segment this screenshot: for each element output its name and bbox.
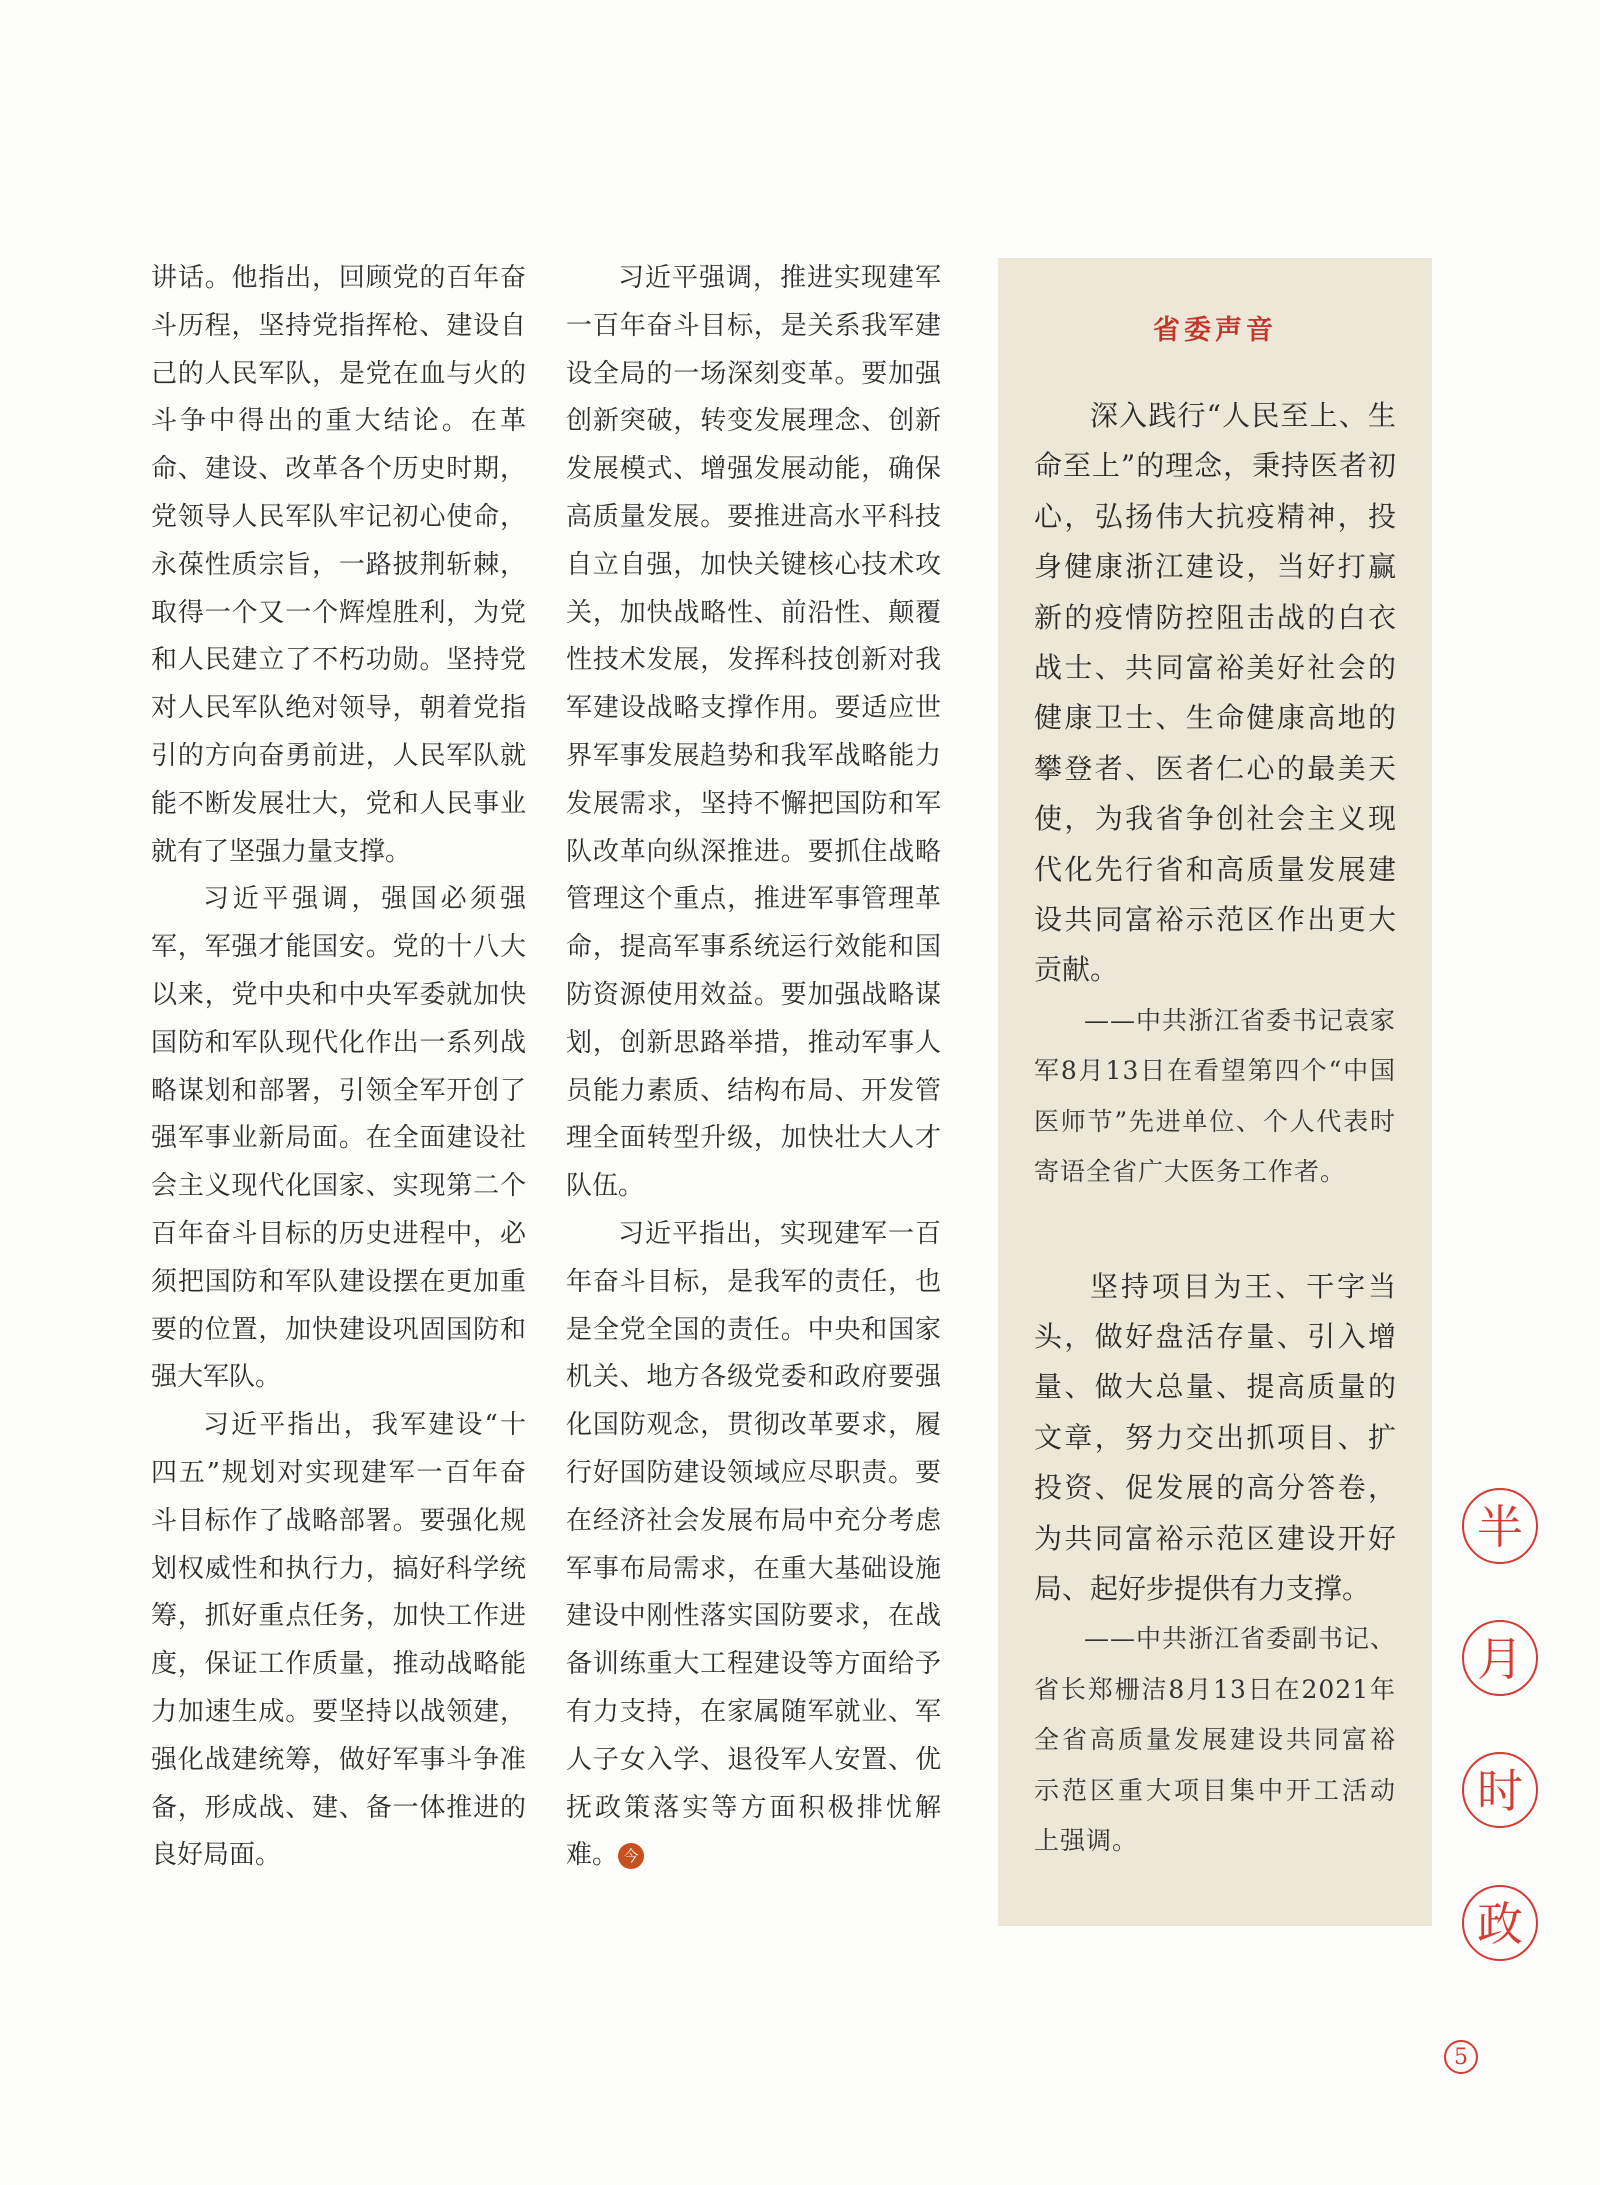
sidebar-quote: 深入践行“人民至上、生命至上”的理念，秉持医者初心，弘扬伟大抗疫精神，投身健康浙江建设，当好打赢新的疫情防控阻击战的白衣战士、共同富裕美好社会的健康卫士、生命健康高地的攀登者、医者仁心的最美天使，为我省争创社会主义现代化先行省和高质量发展建设共同富裕示范区作出更大贡献。	[1034, 399, 1396, 987]
end-mark-icon: 今	[618, 1843, 644, 1869]
section-label-char: 时	[1462, 1752, 1538, 1828]
section-label-char: 月	[1462, 1620, 1538, 1696]
article-paragraph: 习近平指出，我军建设“十四五”规划对实现建军一百年奋斗目标作了战略部署。要强化规划权威性和执行力，搞好科学统筹，抓好重点任务，加快工作进度，保证工作质量，推动战略能力加速生成。要坚持以战领建，强化战建统筹，做好军事斗争准备，形成战、建、备一体推进的良好局面。	[151, 1410, 526, 1871]
sidebar-title: 省委声音	[1153, 315, 1277, 346]
article-paragraph: 习近平强调，推进实现建军一百年奋斗目标，是关系我军建设全局的一场深刻变革。要加强创新突破，转变发展理念、创新发展模式、增强发展动能，确保高质量发展。要推进高水平科技自立自强，加快关键核心技术攻关，加快战略性、前沿性、颠覆性技术发展，发挥科技创新对我军建设战略支撑作用。要适应世界军事发展趋势和我军战略能力发展需求，坚持不懈把国防和军队改革向纵深推进。要抓住战略管理这个重点，推进军事管理革命，提高军事系统运行效能和国防资源使用效益。要加强战略谋划，创新思路举措，推动军事人员能力素质、结构布局、开发管理全面转型升级，加快壮大人才队伍。	[566, 263, 941, 1202]
article-paragraph: 讲话。他指出，回顾党的百年奋斗历程，坚持党指挥枪、建设自己的人民军队，是党在血与火的斗争中得出的重大结论。在革命、建设、改革各个历史时期，党领导人民军队牢记初心使命，永葆性质宗旨，一路披荆斩棘，取得一个又一个辉煌胜利，为党和人民建立了不朽功勋。坚持党对人民军队绝对领导，朝着党指引的方向奋勇前进，人民军队就能不断发展壮大，党和人民事业就有了坚强力量支撑。	[151, 263, 526, 867]
sidebar-quote: 坚持项目为王、干字当头，做好盘活存量、引入增量、做大总量、提高质量的文章，努力交出抓项目、扩投资、促发展的高分答卷，为共同富裕示范区建设开好局、起好步提供有力支撑。	[1034, 1269, 1396, 1605]
page-number: 5	[1444, 2040, 1478, 2074]
article-paragraph-text: 习近平指出，实现建军一百年奋斗目标，是我军的责任，也是全党全国的责任。中央和国家机关、地方各级党委和政府要强化国防观念，贯彻改革要求，履行好国防建设领域应尽职责。要在经济社会发展布局中充分考虑军事布局需求，在重大基础设施建设中刚性落实国防要求，在战备训练重大工程建设等方面给予有力支持，在家属随军就业、军人子女入学、退役军人安置、优抚政策落实等方面积极排忧解难。	[566, 1218, 941, 1871]
sidebar-quote-source: ——中共浙江省委书记袁家军8月13日在看望第四个“中国医师节”先进单位、个人代表时寄语全省广大医务工作者。	[1034, 1005, 1397, 1187]
article-column-left	[151, 255, 526, 1880]
section-label-char: 半	[1462, 1488, 1538, 1564]
sidebar-box	[998, 258, 1432, 1926]
article-paragraph: 习近平强调，强国必须强军，军强才能国安。党的十八大以来，党中央和中央军委就加快国防和军队现代化作出一系列战略谋划和部署，引领全军开创了强军事业新局面。在全面建设社会主义现代化国家、实现第二个百年奋斗目标的历史进程中，必须把国防和军队建设摆在更加重要的位置，加快建设巩固国防和强大军队。	[151, 884, 526, 1393]
article-column-middle	[566, 255, 941, 1880]
section-label-char: 政	[1462, 1885, 1538, 1961]
sidebar-quote-source: ——中共浙江省委副书记、省长郑栅洁8月13日在2021年全省高质量发展建设共同富裕示范区重大项目集中开工活动上强调。	[1034, 1624, 1397, 1855]
article-paragraph	[566, 1211, 941, 1880]
